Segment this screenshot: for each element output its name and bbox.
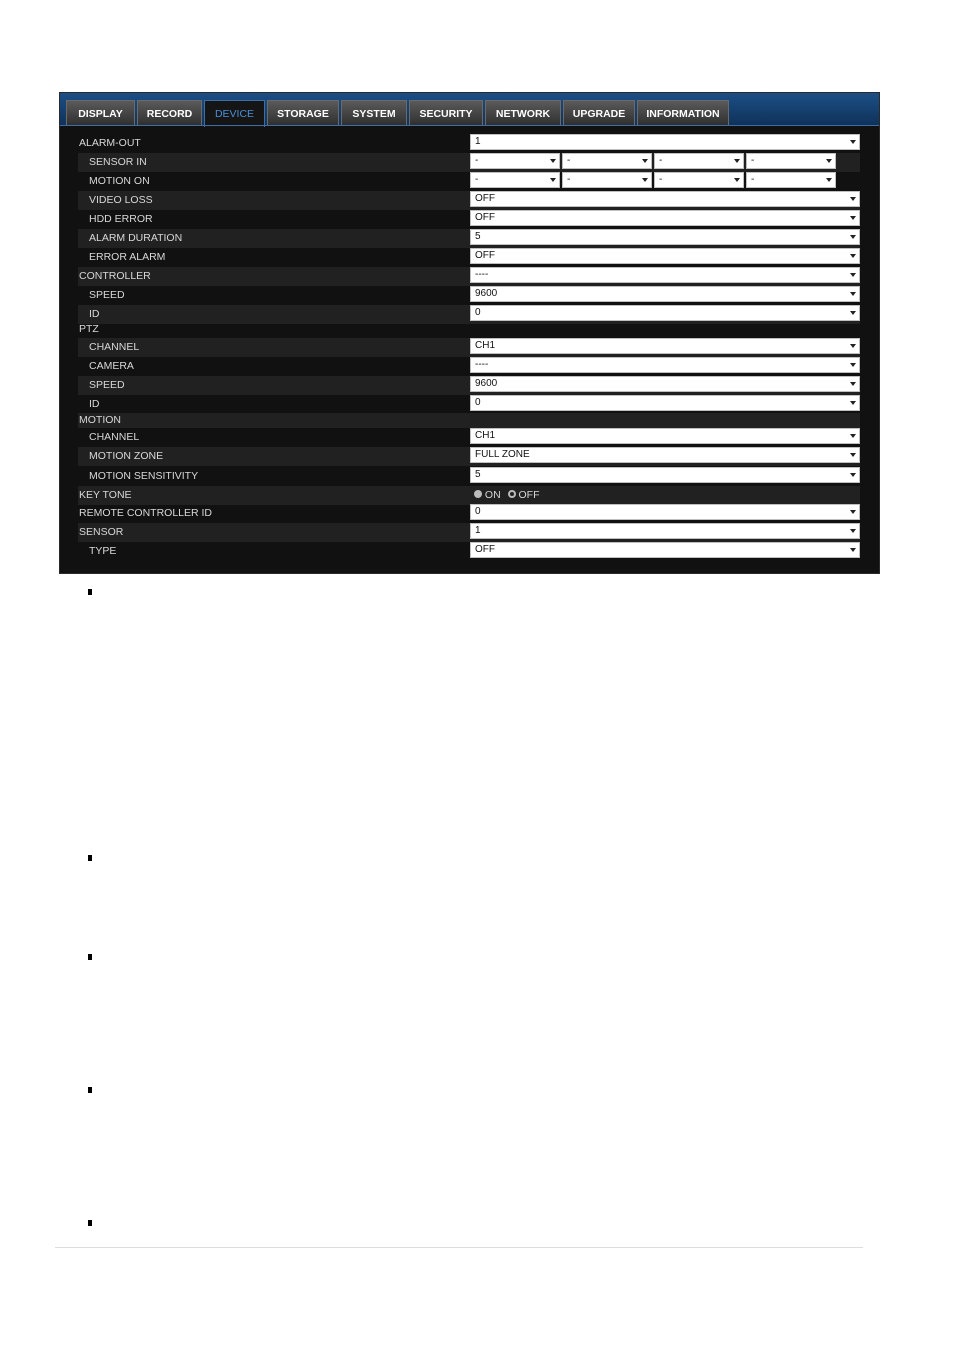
controller-id-label: ID [89, 308, 100, 320]
bullet-marker [88, 1087, 92, 1093]
chevron-down-icon [826, 178, 832, 182]
row-alarm-out [78, 134, 860, 153]
motion-on-value-1: - [475, 174, 479, 185]
chevron-down-icon [734, 178, 740, 182]
tab-bar [60, 93, 879, 126]
sensor-in-select-1[interactable] [470, 153, 560, 169]
chevron-down-icon [850, 235, 856, 239]
row-motion-channel [78, 428, 860, 447]
alarm-duration-label: ALARM DURATION [89, 232, 183, 244]
key-tone-off-label: OFF [518, 489, 540, 501]
motion-sensitivity-value: 5 [475, 469, 481, 480]
video-loss-select[interactable] [470, 191, 860, 207]
chevron-down-icon [734, 159, 740, 163]
ptz-channel-select[interactable] [470, 338, 860, 354]
motion-zone-select[interactable] [470, 447, 860, 463]
key-tone-label: KEY TONE [79, 489, 132, 501]
row-sensor [78, 523, 860, 542]
hdd-error-select[interactable] [470, 210, 860, 226]
motion-on-select-2[interactable] [562, 172, 652, 188]
motion-on-select-3[interactable] [654, 172, 744, 188]
tab-divider [60, 125, 879, 126]
ptz-speed-value: 9600 [475, 378, 498, 389]
controller-speed-label: SPEED [89, 289, 125, 301]
tab-storage[interactable]: STORAGE [267, 100, 339, 126]
row-video-loss [78, 191, 860, 210]
key-tone-off-radio[interactable] [508, 490, 516, 498]
motion-on-label: MOTION ON [89, 175, 150, 187]
ptz-id-label: ID [89, 398, 100, 410]
sensor-in-value-4: - [751, 155, 755, 166]
sensor-label: SENSOR [79, 526, 124, 538]
remote-controller-id-value: 0 [475, 506, 481, 517]
chevron-down-icon [850, 473, 856, 477]
bullet-marker [88, 589, 92, 595]
row-ptz-channel [78, 338, 860, 357]
bullet-marker [88, 855, 92, 861]
row-controller-speed [78, 286, 860, 305]
motion-sensitivity-label: MOTION SENSITIVITY [89, 470, 199, 482]
ptz-camera-label: CAMERA [89, 360, 134, 372]
controller-label: CONTROLLER [79, 270, 151, 282]
error-alarm-select[interactable] [470, 248, 860, 264]
ptz-channel-label: CHANNEL [89, 341, 140, 353]
row-alarm-duration [78, 229, 860, 248]
device-settings-panel [59, 92, 880, 574]
chevron-down-icon [850, 216, 856, 220]
ptz-label: PTZ [79, 323, 99, 335]
chevron-down-icon [850, 510, 856, 514]
tab-security[interactable]: SECURITY [409, 100, 483, 126]
sensor-in-label: SENSOR IN [89, 156, 147, 168]
motion-on-value-2: - [567, 174, 571, 185]
bullet-marker [88, 1220, 92, 1226]
controller-select[interactable] [470, 267, 860, 283]
alarm-duration-value: 5 [475, 231, 481, 242]
motion-label: MOTION [79, 414, 121, 426]
footer-divider [55, 1247, 863, 1248]
ptz-channel-value: CH1 [475, 340, 496, 351]
motion-on-value-4: - [751, 174, 755, 185]
chevron-down-icon [550, 178, 556, 182]
alarm-duration-select[interactable] [470, 229, 860, 245]
tab-information[interactable]: INFORMATION [637, 100, 729, 126]
controller-id-value: 0 [475, 307, 481, 318]
error-alarm-label: ERROR ALARM [89, 251, 166, 263]
chevron-down-icon [850, 311, 856, 315]
remote-controller-id-label: REMOTE CONTROLLER ID [79, 507, 213, 519]
chevron-down-icon [850, 292, 856, 296]
row-sensor-type [78, 542, 860, 561]
remote-controller-id-select[interactable] [470, 504, 860, 520]
video-loss-value: OFF [475, 193, 495, 204]
row-key-tone [78, 486, 860, 505]
chevron-down-icon [850, 548, 856, 552]
alarm-out-select[interactable] [470, 134, 860, 150]
alarm-out-value: 1 [475, 136, 481, 147]
chevron-down-icon [850, 434, 856, 438]
tab-upgrade[interactable]: UPGRADE [563, 100, 635, 126]
key-tone-on-label: ON [484, 489, 501, 501]
chevron-down-icon [642, 159, 648, 163]
row-ptz-id [78, 395, 860, 414]
sensor-in-value-1: - [475, 155, 479, 166]
key-tone-radio-group [474, 486, 540, 505]
bullet-marker [88, 954, 92, 960]
sensor-in-select-4[interactable] [746, 153, 836, 169]
alarm-out-label: ALARM-OUT [79, 137, 141, 149]
row-motion-header [78, 413, 860, 428]
ptz-id-select[interactable] [470, 395, 860, 411]
sensor-select[interactable] [470, 523, 860, 539]
ptz-camera-select[interactable] [470, 357, 860, 373]
video-loss-label: VIDEO LOSS [89, 194, 153, 206]
sensor-in-select-3[interactable] [654, 153, 744, 169]
row-ptz-header [78, 322, 860, 337]
chevron-down-icon [850, 140, 856, 144]
chevron-down-icon [850, 529, 856, 533]
sensor-type-label: TYPE [89, 545, 117, 557]
tab-record[interactable]: RECORD [137, 100, 202, 126]
motion-sensitivity-select[interactable] [470, 467, 860, 483]
chevron-down-icon [550, 159, 556, 163]
tab-system[interactable]: SYSTEM [341, 100, 407, 126]
sensor-in-value-2: - [567, 155, 571, 166]
chevron-down-icon [850, 344, 856, 348]
chevron-down-icon [826, 159, 832, 163]
controller-value: ---- [475, 269, 489, 280]
row-remote-controller-id [78, 504, 860, 523]
motion-zone-value: FULL ZONE [475, 449, 530, 460]
chevron-down-icon [850, 273, 856, 277]
motion-on-select-4[interactable] [746, 172, 836, 188]
sensor-in-select-2[interactable] [562, 153, 652, 169]
row-hdd-error [78, 210, 860, 229]
motion-on-select-1[interactable] [470, 172, 560, 188]
chevron-down-icon [642, 178, 648, 182]
row-motion-sensitivity [78, 467, 860, 486]
row-motion-on [78, 172, 860, 191]
error-alarm-value: OFF [475, 250, 495, 261]
chevron-down-icon [850, 363, 856, 367]
chevron-down-icon [850, 382, 856, 386]
tab-device[interactable]: DEVICE [204, 100, 265, 127]
motion-on-value-3: - [659, 174, 663, 185]
controller-speed-value: 9600 [475, 288, 498, 299]
ptz-id-value: 0 [475, 397, 481, 408]
sensor-value: 1 [475, 525, 481, 536]
tab-network[interactable]: NETWORK [485, 100, 561, 126]
row-error-alarm [78, 248, 860, 267]
motion-zone-label: MOTION ZONE [89, 450, 164, 462]
motion-channel-select[interactable] [470, 428, 860, 444]
key-tone-on-radio[interactable] [474, 490, 482, 498]
row-ptz-speed [78, 376, 860, 395]
ptz-camera-value: ---- [475, 359, 489, 370]
row-ptz-camera [78, 357, 860, 376]
row-sensor-in [78, 153, 860, 172]
tab-display[interactable]: DISPLAY [66, 100, 135, 126]
hdd-error-label: HDD ERROR [89, 213, 153, 225]
chevron-down-icon [850, 401, 856, 405]
sensor-type-select[interactable] [470, 542, 860, 558]
chevron-down-icon [850, 197, 856, 201]
controller-speed-select[interactable] [470, 286, 860, 302]
motion-channel-label: CHANNEL [89, 431, 140, 443]
ptz-speed-label: SPEED [89, 379, 125, 391]
sensor-in-value-3: - [659, 155, 663, 166]
hdd-error-value: OFF [475, 212, 495, 223]
sensor-type-value: OFF [475, 544, 495, 555]
controller-id-select[interactable] [470, 305, 860, 321]
chevron-down-icon [850, 453, 856, 457]
row-controller [78, 267, 860, 286]
motion-channel-value: CH1 [475, 430, 496, 441]
chevron-down-icon [850, 254, 856, 258]
row-motion-zone [78, 447, 860, 466]
ptz-speed-select[interactable] [470, 376, 860, 392]
